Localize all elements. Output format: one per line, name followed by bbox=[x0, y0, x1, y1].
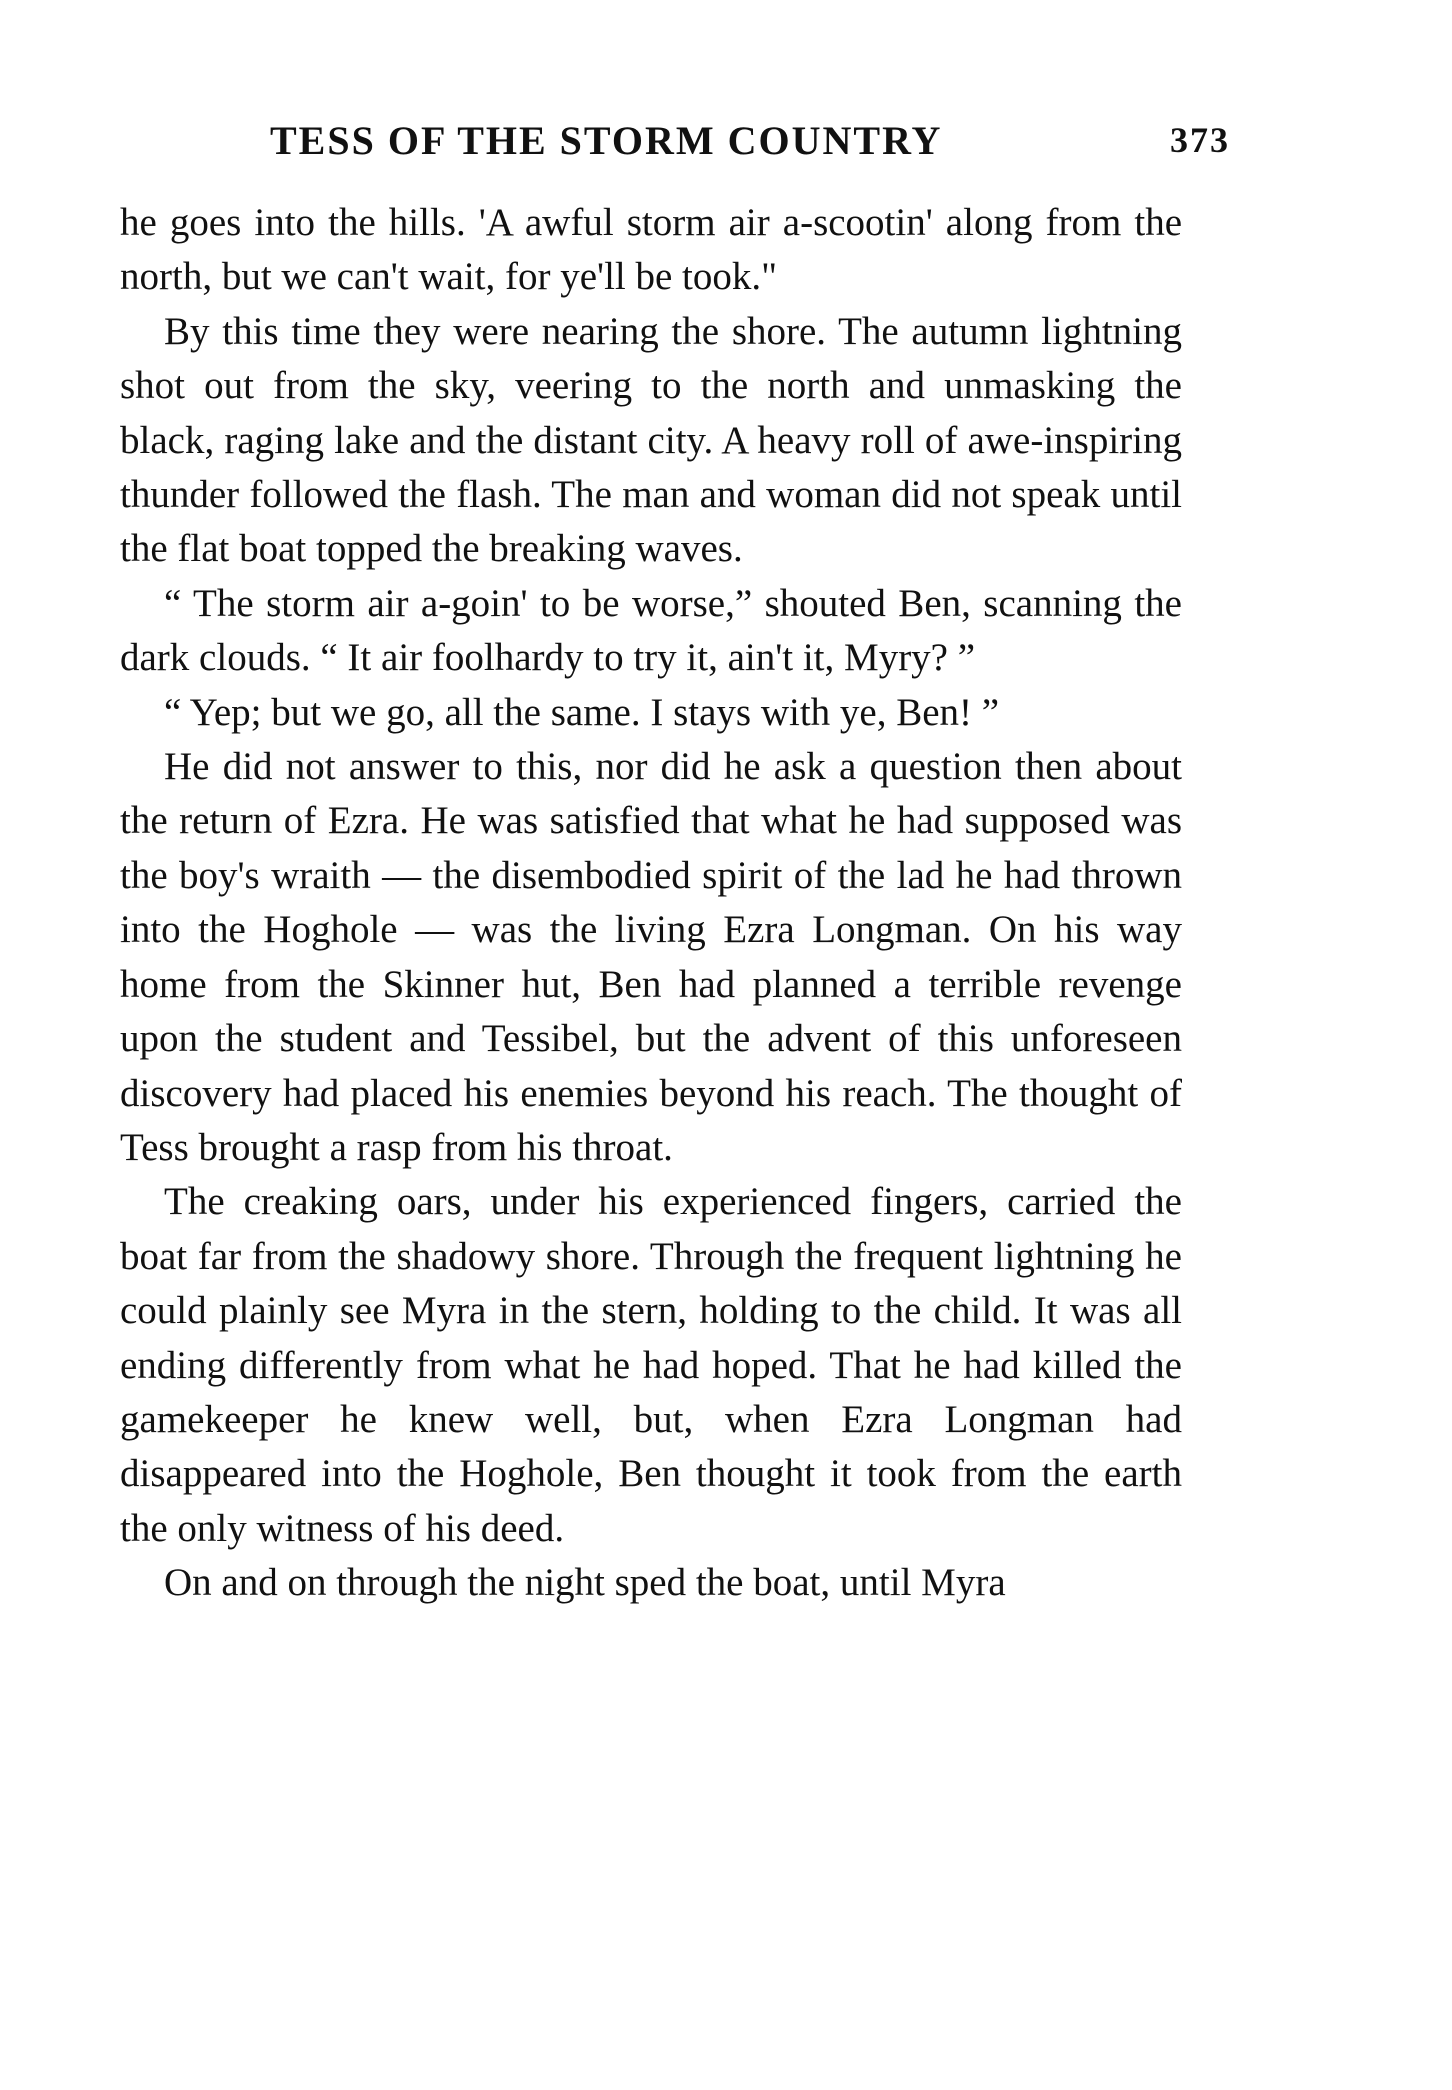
paragraph: On and on through the night sped the boat, until Myra bbox=[164, 1561, 1006, 1605]
body-text bbox=[120, 196, 1182, 1611]
paragraph: He did not answer to this, nor did he ask a question then about the return of Ezra. He was satisfied that what he had supposed was the boy's wraith — the disembodied spirit of the lad he had thrown into the Hoghole — was the living Ezra Longman. On his way home from the Skinner hut, Ben had planned a terrible revenge upon the student and Tessibel, but the advent of this unforeseen discovery had placed his enemies beyond his reach. The thought of Tess brought a rasp from his throat. bbox=[120, 745, 1182, 1169]
page-number: 373 bbox=[1170, 120, 1230, 160]
running-title: TESS OF THE STORM COUNTRY bbox=[270, 117, 943, 163]
running-header bbox=[270, 110, 1230, 170]
paragraph: By this time they were nearing the shore. The autumn lightning shot out from the sky, veering to the north and unmasking the black, raging lake and the distant city. A heavy roll of awe-inspiring thunder followed the flash. The man and woman did not speak until the flat boat topped the breaking waves. bbox=[120, 309, 1182, 571]
paragraph-continuation: he goes into the hills. 'A awful storm air a-scootin' along from the north, but we can't wait, for ye'll be took." bbox=[120, 201, 1182, 299]
paragraph: The creaking oars, under his experienced fingers, carried the boat far from the shadowy shore. Through the frequent lightning he could plainly see Myra in the stern, holding to the child. It was all ending differently from what he had hoped. That he had killed the gamekeeper he knew well, but, when Ezra Longman had disappeared into the Hoghole, Ben thought it took from the earth the only witness of his deed. bbox=[120, 1180, 1182, 1550]
paragraph: “ Yep; but we go, all the same. I stays with ye, Ben! ” bbox=[164, 690, 1000, 734]
paragraph: “ The storm air a-goin' to be worse,” shouted Ben, scanning the dark clouds. “ It air foolhardy to try it, ain't it, Myry? ” bbox=[120, 581, 1182, 680]
